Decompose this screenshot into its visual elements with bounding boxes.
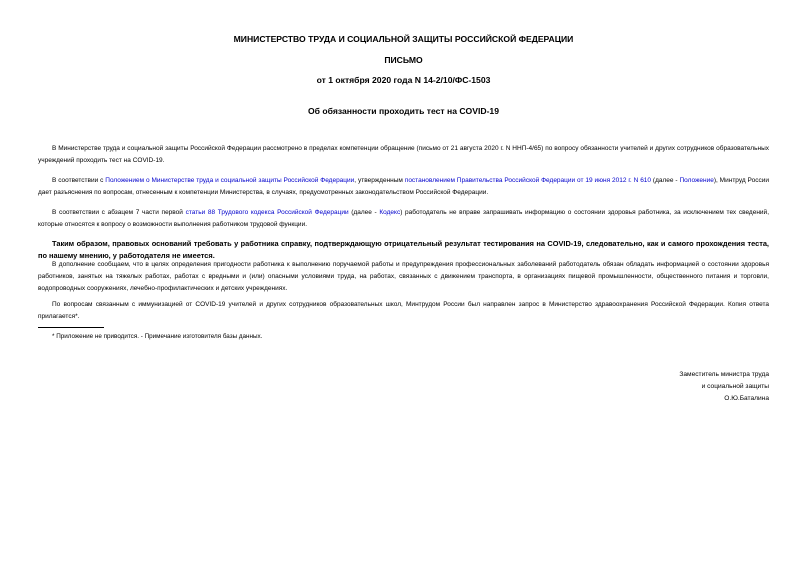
paragraph-6: По вопросам связанным с иммунизацией от COVID-19 учителей и других сотрудников образовательных школ, Минтрудом России был направлен запрос в Министерство здравоохранения Российской Федерации. Копия ответа прилагается*. xyxy=(38,301,769,320)
paragraph-3 xyxy=(38,207,769,231)
document-type: ПИСЬМО xyxy=(384,55,423,65)
paragraph-conclusion: Таким образом, правовых оснований требовать у работника справку, подтверждающую отрицательный результат тестирования на COVID-19, следовательно, как и самого прохождения теста, по нашему мнению, у работодателя не имеется. xyxy=(38,239,769,260)
document-date-number: от 1 октября 2020 года N 14-2/10/ФС-1503 xyxy=(316,75,491,85)
paragraph-2-text-1: В соответствии с xyxy=(52,177,106,184)
signature-line-1: Заместитель министра труда xyxy=(679,371,769,378)
paragraph-1: В Министерстве труда и социальной защиты Российской Федерации рассмотрено в пределах компетенции обращение (письмо от 21 августа 2020 г. N ННП-4/65) по вопросу обязанности учителей и других сотрудников образовательных учреждений проходить тест на COVID-19. xyxy=(38,145,769,164)
paragraph-2-text-2: , утвержденным xyxy=(354,177,405,184)
document-subject: Об обязанности проходить тест на COVID-19 xyxy=(308,106,499,116)
signature-block xyxy=(679,369,769,405)
paragraph-2 xyxy=(38,175,769,199)
link-labor-code[interactable]: Кодекс xyxy=(379,209,401,216)
link-labor-code-article-88[interactable]: статьи 88 Трудового кодекса Российской Федерации xyxy=(185,209,349,216)
signature-name: О.Ю.Баталина xyxy=(724,395,769,402)
paragraph-3-text-3: ) работодатель не вправе запрашивать информацию о состоянии здоровья работника, за исключением тех сведений, которые относятся к вопросу о возможности выполнения работником трудовой функции. xyxy=(38,209,769,228)
link-regulation[interactable]: Положение xyxy=(679,177,714,184)
paragraph-2-text-4: ), Минтруд России дает разъяснения по вопросам, отнесенным к компетенции Министерства, в случаях, предусмотренных законодательством Российской Федерации. xyxy=(38,177,769,196)
link-government-decree[interactable]: постановлением Правительства Российской Федерации от 19 июня 2012 г. N 610 xyxy=(404,177,652,184)
paragraph-2-text-3: (далее - xyxy=(651,177,680,184)
footnote: * Приложение не приводится. - Примечание изготовителя базы данных. xyxy=(52,333,263,340)
paragraph-3-text-2: (далее - xyxy=(348,209,380,216)
footnote-divider xyxy=(38,327,104,328)
paragraph-5: В дополнение сообщаем, что в целях определения пригодности работника к выполнению поручаемой работы и предупреждения профессиональных заболеваний работодатель обязан обладать информацией о состоянии здоровья работников, занятых на тяжелых работах, работах с вредными и (или) опасными условиями труда, на работах, связанных с движением транспорта, в организациях пищевой промышленности, общественного питания и торговли, водопроводных сооружениях, лечебно-профилактических и детских учреждениях. xyxy=(38,261,769,292)
link-regulation-ministry[interactable]: Положением о Министерстве труда и социальной защиты Российской Федерации xyxy=(105,177,355,184)
signature-line-2: и социальной защиты xyxy=(701,383,769,390)
ministry-title: МИНИСТЕРСТВО ТРУДА И СОЦИАЛЬНОЙ ЗАЩИТЫ РОССИЙСКОЙ ФЕДЕРАЦИИ xyxy=(233,34,574,44)
paragraph-3-text-1: В соответствии с абзацем 7 части первой xyxy=(52,209,186,216)
